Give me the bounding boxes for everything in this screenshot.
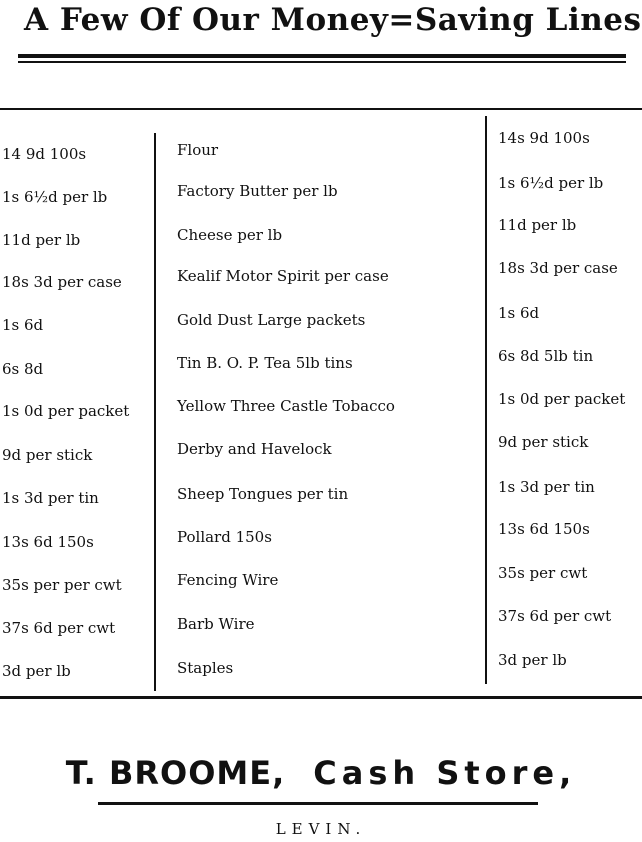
cash-price-cell: 9d per stick	[498, 433, 589, 451]
price-cell: 1s 6½d per lb	[2, 188, 108, 206]
table-bottom-rule	[0, 696, 642, 699]
item-cell: Fencing Wire	[177, 571, 279, 589]
item-cell: Barb Wire	[177, 615, 255, 633]
item-cell: Pollard 150s	[177, 528, 272, 546]
cash-price-cell: 14s 9d 100s	[498, 129, 590, 147]
item-cell: Gold Dust Large packets	[177, 311, 366, 329]
store-signature	[0, 754, 642, 792]
store-name: T. BROOME,	[65, 754, 286, 792]
price-cell: 37s 6d per cwt	[2, 619, 116, 637]
cash-price-cell: 1s 0d per packet	[498, 390, 626, 408]
cash-price-cell: 3d per lb	[498, 651, 567, 669]
column-divider-left	[154, 133, 156, 691]
price-cell: 1s 6d	[2, 316, 44, 334]
cash-price-cell: 11d per lb	[498, 216, 577, 234]
cash-price-cell: 37s 6d per cwt	[498, 607, 612, 625]
item-cell: Cheese per lb	[177, 226, 283, 244]
cash-price-cell: 6s 8d 5lb tin	[498, 347, 594, 365]
cash-price-cell: 35s per cwt	[498, 564, 588, 582]
price-cell: 35s per per cwt	[2, 576, 122, 594]
item-cell: Staples	[177, 659, 234, 677]
price-cell: 9d per stick	[2, 446, 93, 464]
item-cell: Factory Butter per lb	[177, 182, 338, 200]
price-cell: 1s 3d per tin	[2, 489, 99, 507]
item-cell: Tin B. O. P. Tea 5lb tins	[177, 354, 353, 372]
item-cell: Sheep Tongues per tin	[177, 485, 349, 503]
item-cell: Flour	[177, 141, 219, 159]
price-cell: 11d per lb	[2, 231, 81, 249]
column-divider-right	[485, 116, 487, 684]
item-cell: Kealif Motor Spirit per case	[177, 267, 389, 285]
table-top-rule	[0, 108, 642, 110]
price-cell: 6s 8d	[2, 360, 44, 378]
item-cell: Yellow Three Castle Tobacco	[177, 397, 395, 415]
price-cell: 18s 3d per case	[2, 273, 122, 291]
cash-price-cell: 1s 3d per tin	[498, 478, 595, 496]
item-cell: Derby and Havelock	[177, 440, 332, 458]
price-cell: 13s 6d 150s	[2, 533, 94, 551]
cash-price-cell: 13s 6d 150s	[498, 520, 590, 538]
title-rule	[18, 54, 626, 58]
title-rule-thin	[18, 61, 626, 63]
price-cell: 3d per lb	[2, 662, 71, 680]
page-title: A Few Of Our Money=Saving Lines	[24, 2, 642, 38]
cash-price-cell: 18s 3d per case	[498, 259, 618, 277]
store-underline	[98, 802, 538, 805]
store-type: Cash Store,	[313, 754, 577, 792]
store-town: LEVIN.	[275, 820, 367, 838]
cash-price-cell: 1s 6d	[498, 304, 540, 322]
price-cell: 1s 0d per packet	[2, 402, 130, 420]
price-cell: 14 9d 100s	[2, 145, 87, 163]
cash-price-cell: 1s 6½d per lb	[498, 174, 604, 192]
